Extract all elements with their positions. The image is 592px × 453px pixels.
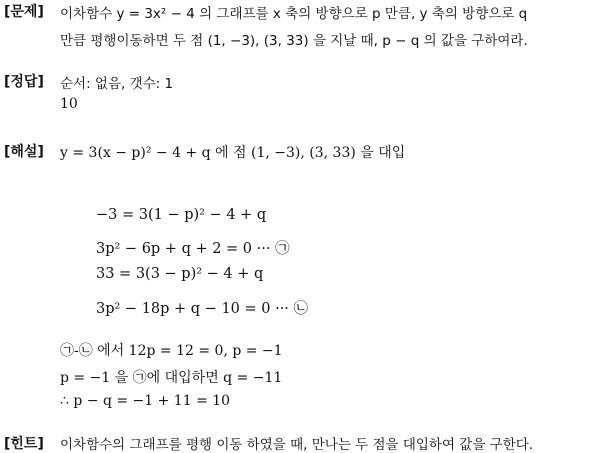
answer-label: [정답]	[4, 74, 44, 90]
equation-4: 3p² − 18p + q − 10 = 0 ··· ㉡	[96, 301, 309, 317]
hint-label: [힌트]	[4, 436, 44, 452]
equation-2: 3p² − 6p + q + 2 = 0 ··· ㉠	[96, 241, 290, 257]
answer-order-count: 순서: 없음, 갯수: 1	[60, 76, 174, 92]
answer-value: 10	[60, 96, 78, 112]
problem-label: [문제]	[4, 4, 44, 20]
solution-step-1: ㉠-㉡ 에서 12p = 12 = 0, p = −1	[60, 343, 283, 359]
problem-text-line-1: 이차함수 y = 3x² − 4 의 그래프를 x 축의 방향으로 p 만큼, y 축의 방향으로 q	[60, 6, 528, 22]
equation-3: 33 = 3(3 − p)² − 4 + q	[96, 266, 264, 282]
equation-1: −3 = 3(1 − p)² − 4 + q	[96, 207, 267, 223]
problem-text-line-2: 만큼 평행이동하면 두 점 (1, −3), (3, 33) 을 지날 때, p − q 의 값을 구하여라.	[60, 33, 528, 49]
solution-step-2: p = −1 을 ㉠에 대입하면 q = −11	[60, 370, 283, 386]
solution-intro: y = 3(x − p)² − 4 + q 에 점 (1, −3), (3, 33) 을 대입	[60, 145, 406, 161]
solution-label: [해설]	[4, 144, 44, 160]
hint-text: 이차함수의 그래프를 평행 이동 하였을 때, 만나는 두 점을 대입하여 값을 구한다.	[60, 437, 534, 453]
solution-step-3: ∴ p − q = −1 + 11 = 10	[60, 393, 231, 409]
